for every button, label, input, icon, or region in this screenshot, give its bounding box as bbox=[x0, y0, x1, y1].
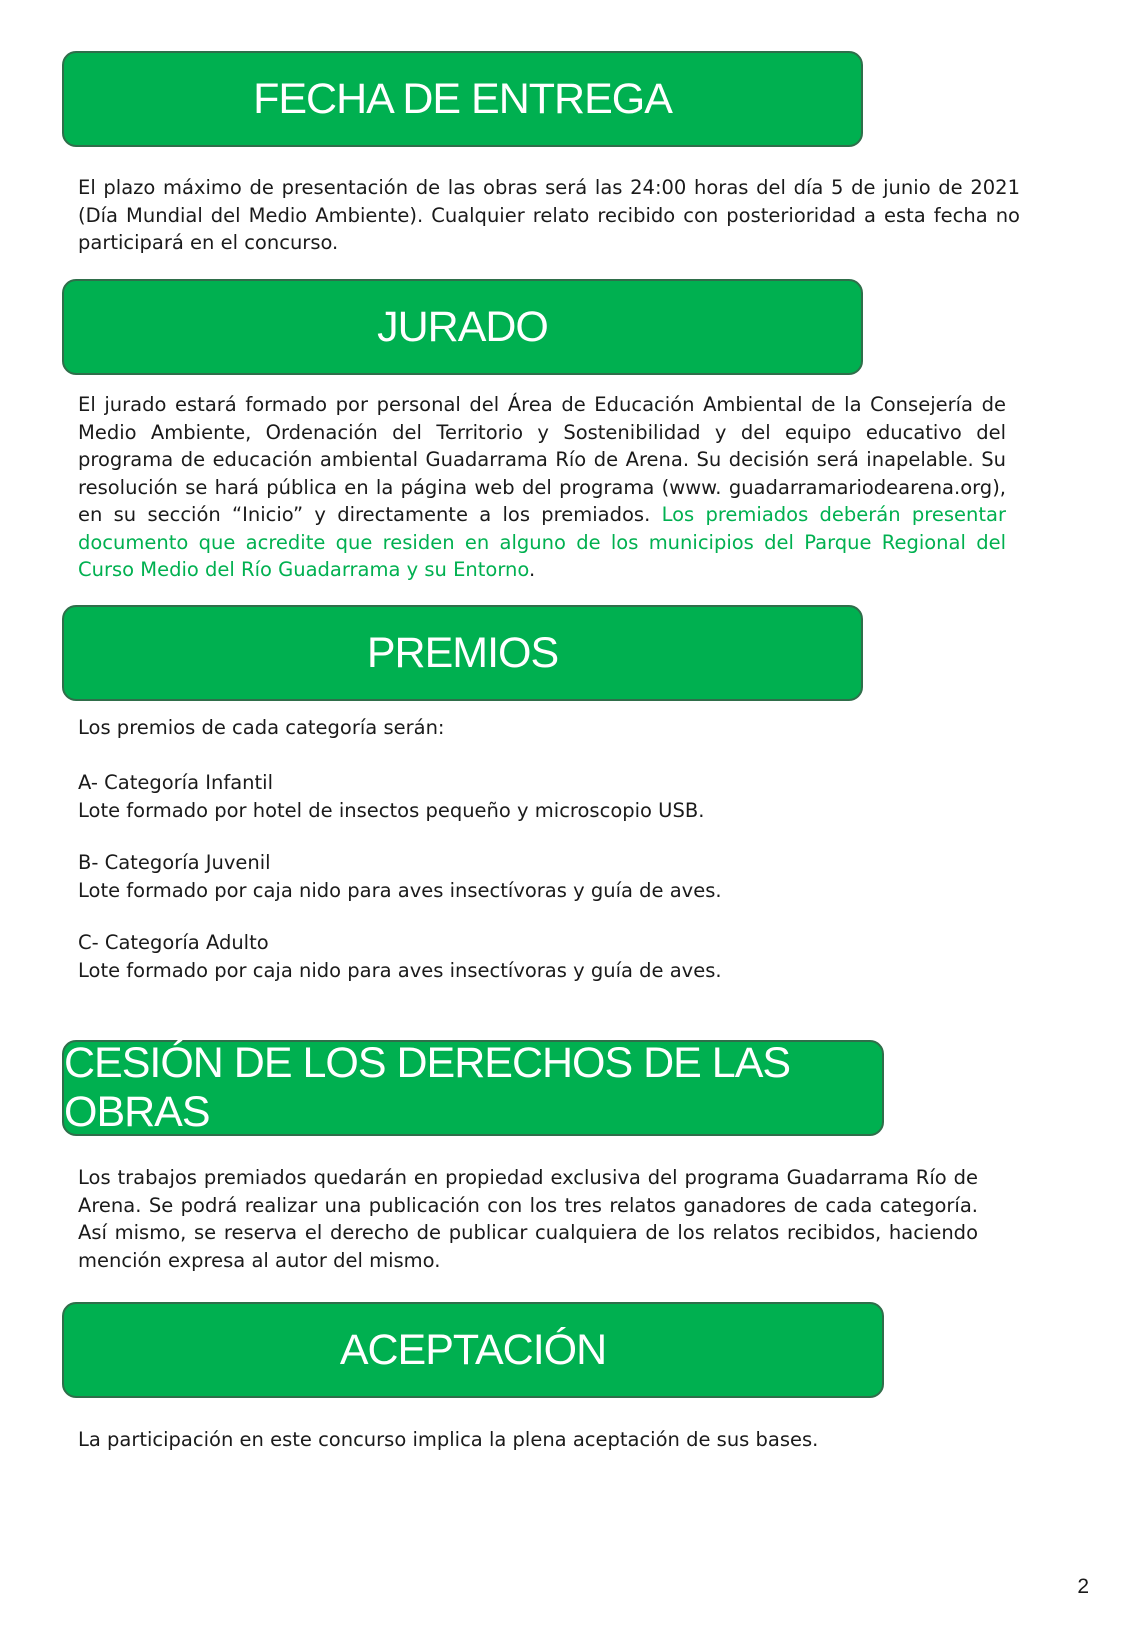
paragraph-fecha-de-entrega: El plazo máximo de presentación de las obras será las 24:00 horas del día 5 de junio de 2021 (Día Mundial del Medio Ambiente). Cualquier relato recibido con posterioridad a esta fecha no participará en el concurso. bbox=[78, 176, 1020, 254]
premios-list bbox=[78, 714, 1006, 984]
prize-adulto: Lote formado por caja nido para aves insectívoras y guía de aves. bbox=[78, 958, 722, 982]
prize-juvenil: Lote formado por caja nido para aves insectívoras y guía de aves. bbox=[78, 878, 722, 902]
section-header-cesion-de-derechos bbox=[62, 1040, 884, 1136]
section-title: CESIÓN DE LOS DERECHOS DE LAS OBRAS bbox=[64, 1039, 791, 1136]
section-header-premios bbox=[62, 605, 863, 701]
category-infantil: A- Categoría Infantil bbox=[78, 771, 274, 794]
section-header-jurado bbox=[62, 279, 863, 375]
jurado-highlight-text: Los premiados deberán presentar documento que acredite que residen en alguno de los municipios del Parque Regional del Curso Medio del Río Guadarrama y su Entorno bbox=[78, 503, 1006, 581]
prize-infantil: Lote formado por hotel de insectos pequeño y microscopio USB. bbox=[78, 798, 705, 822]
jurado-text: El jurado estará formado por personal del Área de Educación Ambiental de la Consejería de Medio Ambiente, Ordenación del Territorio y Sostenibilidad y del equipo educativo del programa de educación ambiental Guadarrama Río de Arena. Su decisión será inapelable. Su resolución se hará pública en la página web del programa (www. guadarramariodearena.org), en su sección “Inicio” y directamente a los premiados. bbox=[78, 393, 1006, 526]
paragraph-aceptacion: La participación en este concurso implica la plena aceptación de sus bases. bbox=[78, 1428, 819, 1451]
section-title: PREMIOS bbox=[366, 628, 559, 677]
section-title: FECHA DE ENTREGA bbox=[253, 74, 672, 123]
section-title: JURADO bbox=[377, 302, 548, 351]
jurado-text-end: . bbox=[528, 558, 536, 581]
paragraph-jurado bbox=[78, 391, 1006, 584]
paragraph-cesion-de-derechos: Los trabajos premiados quedarán en propiedad exclusiva del programa Guadarrama Río de Arena. Se podrá realizar una publicación con los tres relatos ganadores de cada categoría. Así mismo, se reserva el derecho de publicar cualquiera de los relatos recibidos, haciendo mención expresa al autor del mismo. bbox=[78, 1166, 978, 1272]
section-header-fecha-de-entrega bbox=[62, 51, 863, 147]
category-juvenil: B- Categoría Juvenil bbox=[78, 851, 271, 874]
page-number: 2 bbox=[1077, 1575, 1089, 1598]
category-adulto: C- Categoría Adulto bbox=[78, 931, 269, 954]
section-title: ACEPTACIÓN bbox=[339, 1325, 607, 1374]
section-header-aceptacion bbox=[62, 1302, 884, 1398]
premios-intro: Los premios de cada categoría serán: bbox=[78, 716, 445, 739]
